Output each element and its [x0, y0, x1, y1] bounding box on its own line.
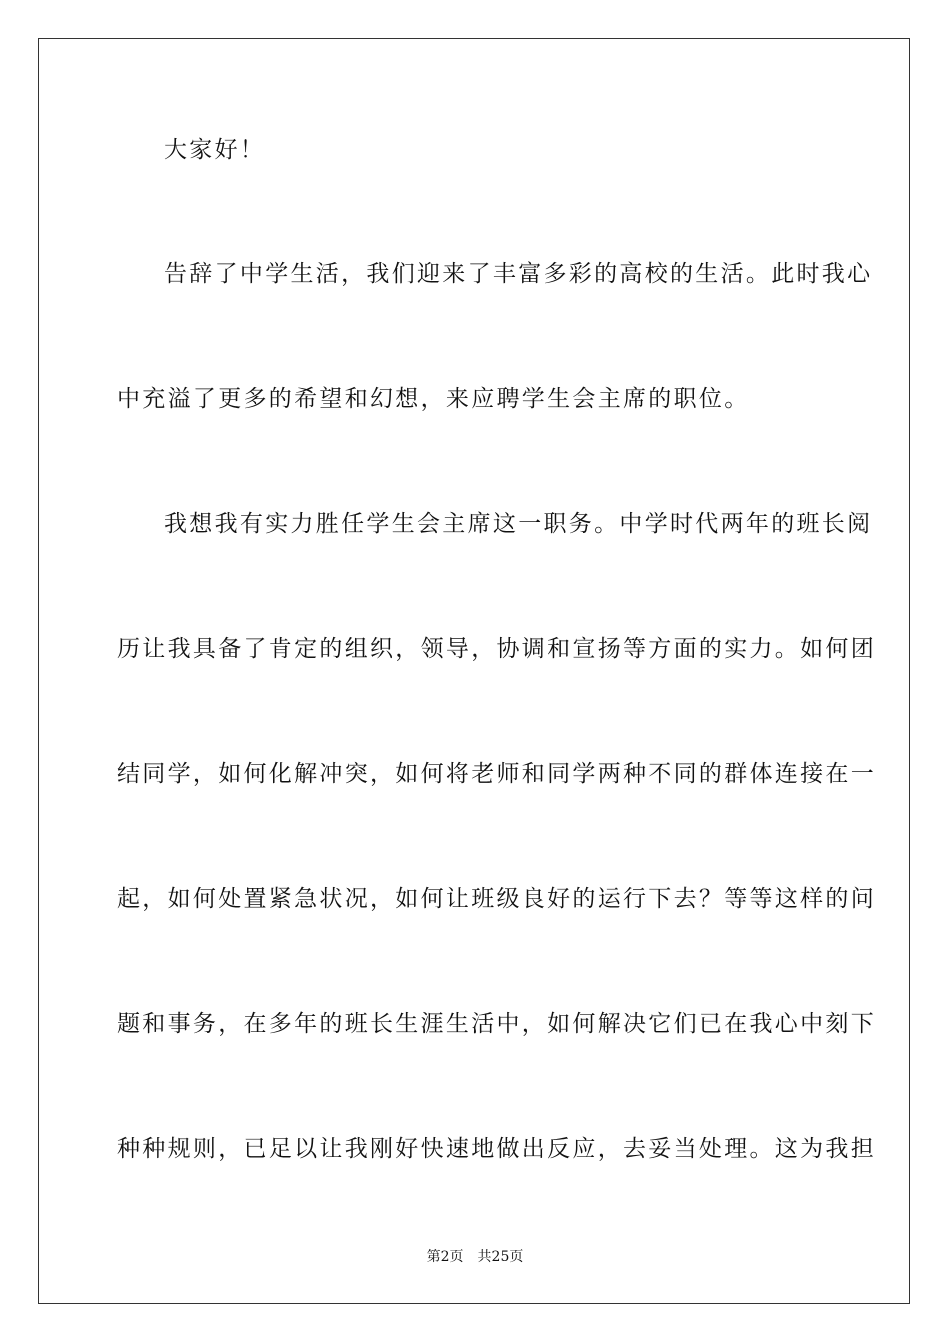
paragraph-2-line-1: 我想我有实力胜任学生会主席这一职务。中学时代两年的班长阅 [164, 511, 873, 537]
page-border [38, 38, 910, 1304]
paragraph-1-line-1: 告辞了中学生活，我们迎来了丰富多彩的高校的生活。此时我心 [164, 261, 873, 287]
page-footer [0, 1248, 950, 1266]
page-number: 第2页 [426, 1249, 464, 1265]
paragraph-1-line-2: 中充溢了更多的希望和幻想，来应聘学生会主席的职位。 [117, 386, 750, 412]
greeting-line: 大家好！ [164, 137, 266, 163]
paragraph-2-line-6: 种种规则，已足以让我刚好快速地做出反应，去妥当处理。这为我担 [117, 1136, 876, 1162]
total-pages: 共25页 [477, 1249, 524, 1265]
paragraph-2-line-3: 结同学，如何化解冲突，如何将老师和同学两种不同的群体连接在一 [117, 761, 876, 787]
paragraph-2-line-2: 历让我具备了肯定的组织，领导，协调和宣扬等方面的实力。如何团 [117, 636, 876, 662]
paragraph-2-line-5: 题和事务，在多年的班长生涯生活中，如何解决它们已在我心中刻下 [117, 1011, 876, 1037]
paragraph-2-line-4: 起，如何处置紧急状况，如何让班级良好的运行下去？等等这样的问 [117, 886, 876, 912]
